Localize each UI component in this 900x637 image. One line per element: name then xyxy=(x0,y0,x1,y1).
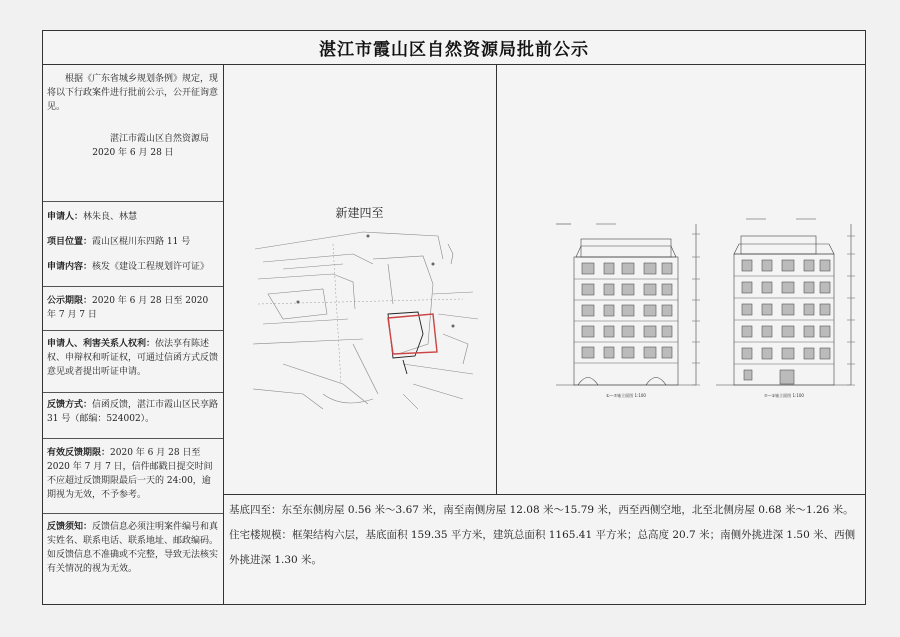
field-label: 申请人、利害关系人权利： xyxy=(47,339,156,349)
field-label: 有效反馈期限： xyxy=(47,448,111,458)
elevation-1 xyxy=(556,224,700,385)
map-title: 新建四至 xyxy=(335,206,384,220)
field-label: 公示期限： xyxy=(47,296,93,306)
issue-date: 2020 年 6 月 28 日 xyxy=(92,148,174,158)
elevation-drawings xyxy=(496,64,867,494)
divider xyxy=(43,392,223,393)
divider xyxy=(43,201,223,202)
valid-feedback-period xyxy=(43,446,223,502)
field-value: 霞山区棍川东四路 11 号 xyxy=(92,237,191,247)
elevation-1-caption: ①—⑦轴立面图 1:100 xyxy=(606,393,646,398)
description-row xyxy=(223,494,865,604)
new-building-outline xyxy=(388,314,437,354)
divider xyxy=(43,513,223,514)
field-label: 反馈须知： xyxy=(47,522,93,532)
field-label: 项目位置： xyxy=(47,237,93,247)
notice-period xyxy=(43,294,223,322)
field-value: 林朱良、林慧 xyxy=(83,212,138,222)
feedback-method xyxy=(43,398,223,426)
left-info-column xyxy=(43,64,224,604)
title-row xyxy=(43,31,865,65)
divider xyxy=(43,330,223,331)
site-map-panel xyxy=(223,64,497,494)
building-description: 基底四至：东至东侧房屋 0.56 米～3.67 米，南至南侧房屋 12.08 米～15.79 米，西至西侧空地，北至北侧房屋 0.68 米～1.26 米。住宅楼规模：框架结构六层，基底面积 159.35 平方米，建筑总面积 1165.41 平方米；总高度 20.7 米；南侧外挑进深 1.50 米、西侧外挑进深 1.30 米。 xyxy=(229,504,856,566)
elevation-2 xyxy=(716,219,855,385)
field-application xyxy=(43,260,223,274)
divider xyxy=(43,286,223,287)
divider xyxy=(43,438,223,439)
intro-text: 根据《广东省城乡规划条例》规定，现将以下行政案件进行批前公示，公开征询意见。 xyxy=(47,74,219,112)
field-value: 反馈信息必须注明案件编号和真实姓名、联系电话、联系地址、邮政编码。如反馈信息不准确或不完整，导致无法核实有关情况的视为无效。 xyxy=(47,522,219,574)
elevation-panel xyxy=(496,64,865,494)
field-value: 依法享有陈述权、申辩权和听证权，可通过信函方式反馈意见或者提出听证申请。 xyxy=(47,339,219,377)
site-plan-drawing xyxy=(223,64,496,494)
field-value: 核发《建设工程规划许可证》 xyxy=(92,262,210,272)
field-value: 信函反馈，湛江市霞山区民享路 31 号（邮编：524002）。 xyxy=(47,400,219,424)
field-value: 2020 年 6 月 28 日至 2020 年 7 月 7 日，信件邮戳日提交时间不应超过反馈期限最后一天的 24:00，逾期视为无效，不予参考。 xyxy=(47,448,213,500)
notice-sheet xyxy=(42,30,866,605)
field-label: 申请人： xyxy=(47,212,84,222)
feedback-notes xyxy=(43,520,223,576)
field-label: 申请内容： xyxy=(47,262,93,272)
issuer-org: 湛江市霞山区自然资源局 xyxy=(109,134,209,144)
rights-section xyxy=(43,337,223,379)
page-title: 湛江市霞山区自然资源局批前公示 xyxy=(319,40,589,60)
field-applicant xyxy=(43,210,223,224)
field-location xyxy=(43,235,223,249)
field-value: 2020 年 6 月 28 日至 2020 年 7 月 7 日 xyxy=(47,296,209,320)
field-label: 反馈方式： xyxy=(47,400,93,410)
elevation-2-caption: ⑦—①轴立面图 1:100 xyxy=(764,393,804,398)
